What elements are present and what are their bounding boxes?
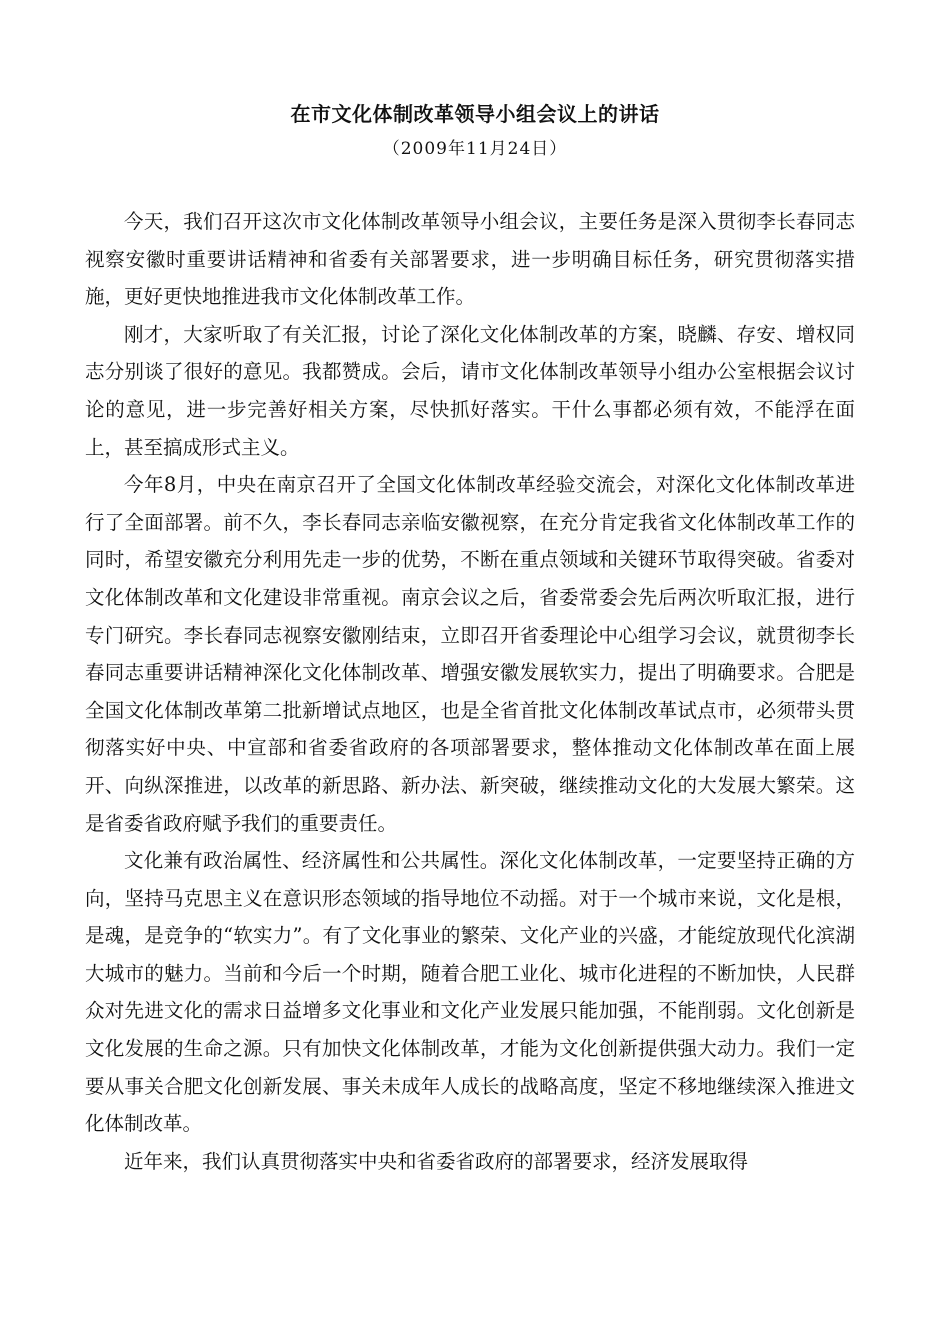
paragraph: 文化兼有政治属性、经济属性和公共属性。深化文化体制改革，一定要坚持正确的方向，坚持马克思主义在意识形态领域的指导地位不动摇。对于一个城市来说，文化是根，是魂，是竞争的“软实力”。有了文化事业的繁荣、文化产业的兴盛，才能绽放现代化滨湖大城市的魅力。当前和今后一个时期，随着合肥工业化、城市化进程的不断加快，人民群众对先进文化的需求日益增多文化事业和文化产业发展只能加强，不能削弱。文化创新是文化发展的生命之源。只有加快文化体制改革，才能为文化创新提供强大动力。我们一定要从事关合肥文化创新发展、事关未成年人成长的战略高度，坚定不移地继续深入推进文化体制改革。 — [85, 849, 855, 1136]
paragraph: 今天，我们召开这次市文化体制改革领导小组会议，主要任务是深入贯彻李长春同志视察安徽时重要讲话精神和省委有关部署要求，进一步明确目标任务，研究贯彻落实措施，更好更快地推进我市文化体制改革工作。 — [85, 210, 855, 309]
document-date: （2009年11月24日） — [382, 139, 568, 159]
document-body — [85, 203, 855, 1180]
document-title: 在市文化体制改革领导小组会议上的讲话 — [290, 102, 660, 126]
paragraph: 今年8月，中央在南京召开了全国文化体制改革经验交流会，对深化文化体制改革进行了全面部署。前不久，李长春同志亲临安徽视察，在充分肯定我省文化体制改革工作的同时，希望安徽充分利用先走一步的优势，不断在重点领域和关键环节取得突破。省委对文化体制改革和文化建设非常重视。南京会议之后，省委常委会先后两次听取汇报，进行专门研究。李长春同志视察安徽刚结束，立即召开省委理论中心组学习会议，就贯彻李长春同志重要讲话精神深化文化体制改革、增强安徽发展软实力，提出了明确要求。合肥是全国文化体制改革第二批新增试点地区，也是全省首批文化体制改革试点市，必须带头贯彻落实好中央、中宣部和省委省政府的各项部署要求，整体推动文化体制改革在面上展开、向纵深推进，以改革的新思路、新办法、新突破，继续推动文化的大发展大繁荣。这是省委省政府赋予我们的重要责任。 — [85, 473, 855, 835]
paragraph: 近年来，我们认真贯彻落实中央和省委省政府的部署要求，经济发展取得 — [124, 1149, 749, 1173]
paragraph: 刚才，大家听取了有关汇报，讨论了深化文化体制改革的方案，晓麟、存安、增权同志分别谈了很好的意见。我都赞成。会后，请市文化体制改革领导小组办公室根据会议讨论的意见，进一步完善好相关方案，尽快抓好落实。干什么事都必须有效，不能浮在面上，甚至搞成形式主义。 — [85, 322, 855, 459]
